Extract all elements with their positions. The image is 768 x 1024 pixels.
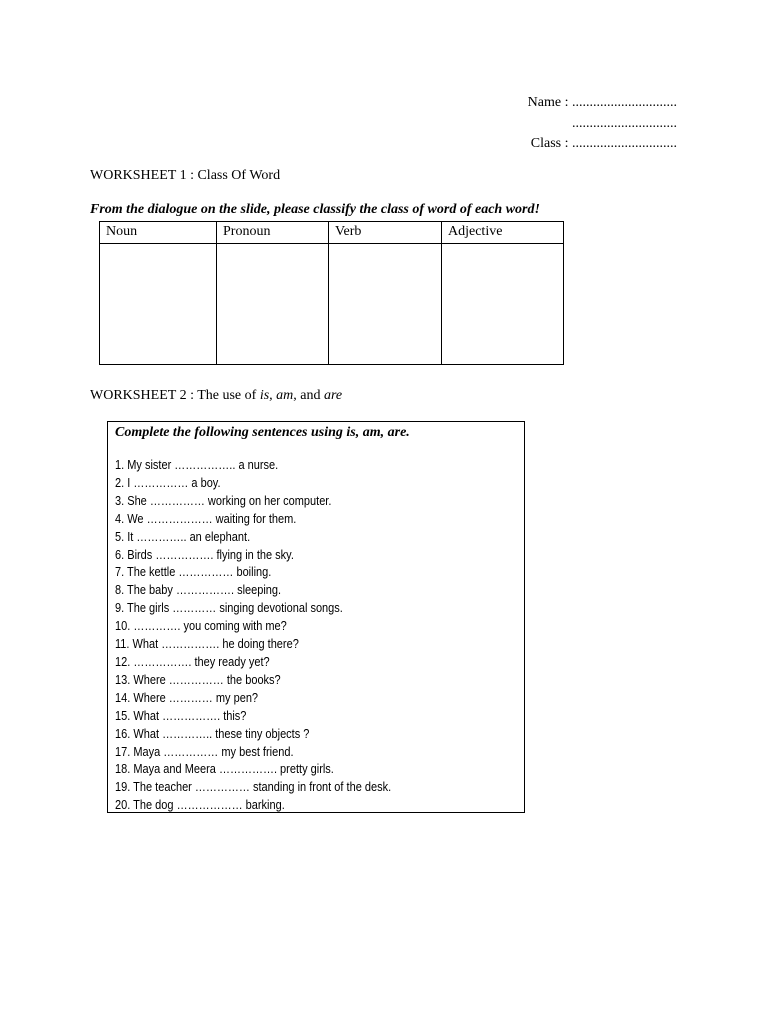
- sentence-item: 14. Where ………… my pen?: [115, 690, 259, 705]
- worksheet1-instruction: From the dialogue on the slide, please classify the class of word of each word!: [90, 202, 540, 217]
- sentence-list: [115, 457, 469, 815]
- sentence-item: 13. Where …………… the books?: [115, 672, 281, 687]
- adjective-answer-cell[interactable]: [442, 244, 564, 365]
- worksheet2-title-prefix: WORKSHEET 2 : The use of: [90, 388, 260, 403]
- word-class-table: [99, 221, 564, 365]
- sentence-item: 15. What ……………. this?: [115, 708, 247, 723]
- sentence-item: 12. ……………. they ready yet?: [115, 654, 270, 669]
- sentence-item: 18. Maya and Meera ……………. pretty girls.: [115, 762, 334, 777]
- worksheet2-title-are: are: [324, 388, 343, 403]
- student-info-block: [528, 93, 677, 155]
- worksheet2-title-is: is,: [259, 388, 273, 403]
- sentence-item: 1. My sister …………….. a nurse.: [115, 458, 279, 472]
- sentence-item: 4. We ……………… waiting for them.: [115, 511, 297, 526]
- name-field-continuation: ..............................: [572, 115, 677, 131]
- sentence-item: 3. She …………… working on her computer.: [115, 493, 332, 508]
- sentence-item: 6. Birds ……………. flying in the sky.: [115, 547, 294, 562]
- column-header-noun: Noun: [100, 222, 217, 244]
- column-header-pronoun: Pronoun: [217, 222, 329, 244]
- sentence-item: 5. It ………….. an elephant.: [115, 529, 251, 544]
- worksheet2-title-am: am: [276, 388, 294, 403]
- sentence-item: 16. What ………….. these tiny objects ?: [115, 726, 310, 741]
- sentence-item: 17. Maya …………… my best friend.: [115, 744, 294, 759]
- worksheet1-title: WORKSHEET 1 : Class Of Word: [90, 168, 281, 183]
- sentence-item: 19. The teacher …………… standing in front of the desk.: [115, 780, 392, 795]
- sentence-item: 9. The girls ………… singing devotional songs.: [115, 601, 343, 616]
- table-header-row: [100, 222, 564, 244]
- name-field: Name : ..............................: [527, 95, 677, 110]
- sentence-item: 10. …………. you coming with me?: [115, 619, 287, 634]
- pronoun-answer-cell[interactable]: [217, 244, 329, 365]
- noun-answer-cell[interactable]: [100, 244, 217, 365]
- column-header-verb: Verb: [329, 222, 442, 244]
- sentence-exercise-box: [107, 421, 525, 813]
- worksheet2-title: [90, 388, 342, 404]
- verb-answer-cell[interactable]: [329, 244, 442, 365]
- worksheet2-instruction: Complete the following sentences using is, am, are.: [115, 425, 410, 440]
- class-field: Class : ..............................: [530, 136, 677, 151]
- sentence-item: 11. What ……………. he doing there?: [115, 637, 299, 652]
- sentence-item: 8. The baby ……………. sleeping.: [115, 583, 282, 598]
- column-header-adjective: Adjective: [442, 222, 564, 244]
- sentence-item: 2. I …………… a boy.: [115, 475, 221, 490]
- worksheet2-title-sep2: , and: [293, 388, 324, 403]
- table-answer-row: [100, 244, 564, 365]
- sentence-item: 7. The kettle …………… boiling.: [115, 565, 272, 580]
- sentence-item: 20. The dog ……………… barking.: [115, 798, 285, 813]
